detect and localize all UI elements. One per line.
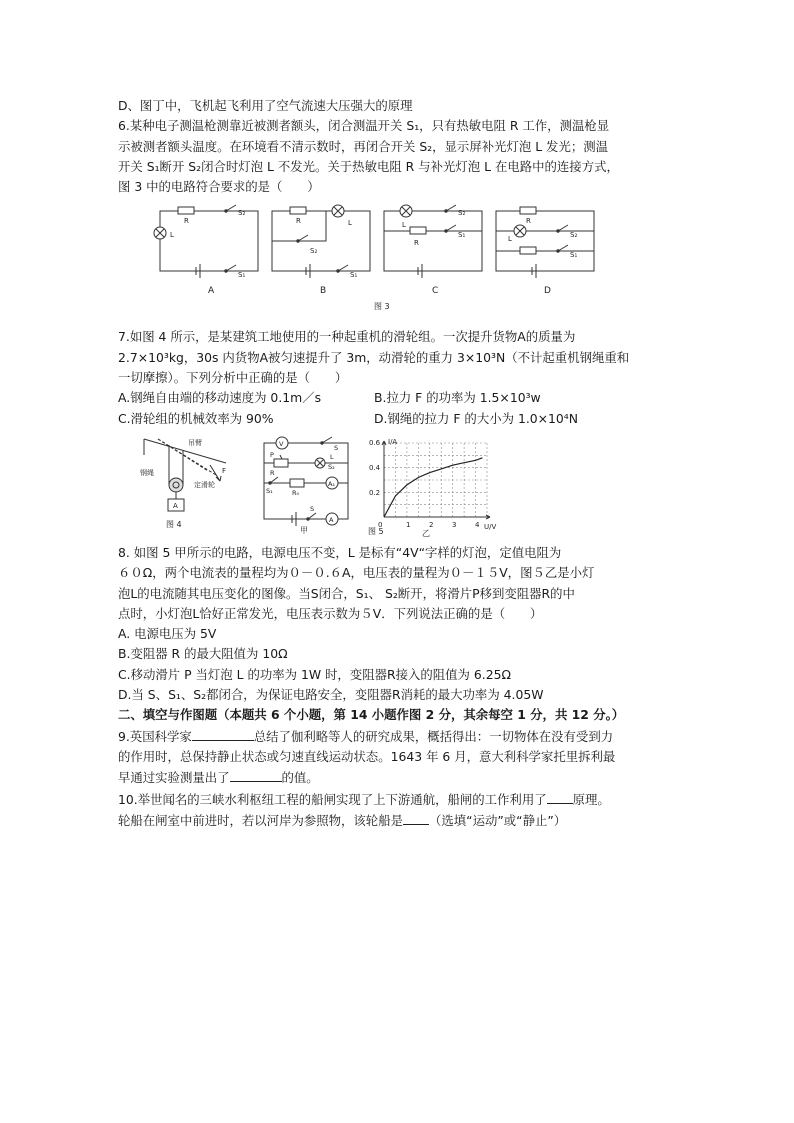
fig3-b-s2-label: S₂ bbox=[310, 247, 318, 256]
fig3-d-s1-label: S₁ bbox=[570, 251, 578, 260]
graph-yi-caption: 乙 bbox=[422, 528, 430, 538]
fig3-b-s1-label: S₁ bbox=[350, 271, 358, 280]
fig3-a-l-label: L bbox=[170, 231, 174, 240]
q7-options-row bbox=[118, 388, 678, 408]
figure-5-graph bbox=[366, 435, 506, 539]
fig4-pulley-label: 定滑轮 bbox=[194, 480, 215, 489]
fig5-voltmeter-label: V bbox=[279, 439, 284, 448]
exam-page bbox=[118, 96, 678, 831]
fig5-caption: 图 5 bbox=[368, 526, 384, 536]
figure-3 bbox=[118, 201, 678, 315]
fig5-s1-label: S₁ bbox=[266, 486, 273, 495]
fig3-b-l-label: L bbox=[348, 219, 352, 228]
q7-options-row bbox=[118, 409, 678, 429]
fig3-c-r-label: R bbox=[414, 239, 419, 248]
q7-line: 2.7×10³kg，30s 内货物A被匀速提升了 3m，动滑轮的重力 3×10³N（不计起重机钢绳重和 bbox=[118, 349, 630, 365]
q8-line: ６０Ω，两个电流表的量程均为０－０.６A，电压表的量程为０－１５V，图５乙是小灯 bbox=[118, 565, 595, 581]
q8-line: 8. 如图 5 甲所示的电路，电源电压不变，L 是标有“4V“字样的灯泡，定值电阻为 bbox=[118, 544, 562, 560]
fig3-option-b: B bbox=[320, 286, 327, 297]
section-2-title: 二、填空与作图题（本题共 6 个小题，第 14 小题作图 2 分，其余每空 1 分，共 12 分。） bbox=[118, 707, 625, 723]
q10-line-1 bbox=[118, 789, 678, 810]
q7-line: 7.如图 4 所示，是某建筑工地使用的一种起重机的滑轮组。一次提升货物A的质量为 bbox=[118, 329, 576, 345]
fig5-a-label: A bbox=[329, 515, 334, 524]
q7-line: 一切摩擦）。下列分析中正确的是（ ） bbox=[118, 370, 348, 386]
fig3-caption: 图 3 bbox=[374, 302, 390, 312]
fig4-force-label: F bbox=[222, 466, 227, 475]
question-10 bbox=[118, 789, 678, 832]
q10-suffix: 原理。 bbox=[572, 791, 610, 807]
fig5-l-label: L bbox=[330, 452, 334, 461]
fig3-c-l-label: L bbox=[402, 221, 406, 230]
q10-blank-2[interactable] bbox=[403, 810, 429, 825]
graph-xtick-0: 0 bbox=[378, 520, 383, 529]
fig5-s-label: S bbox=[310, 504, 315, 513]
q8-line: 点时，小灯泡L恰好正常发光，电压表示数为５V．下列说法正确的是（ ） bbox=[118, 605, 543, 621]
q9-prefix-3: 早通过实验测量出了 bbox=[118, 770, 230, 786]
graph-xlabel: U/V bbox=[484, 522, 497, 531]
q8-option-d: D.当 S、S₁、S₂都闭合，为保证电路安全，变阻器R消耗的最大功率为 4.05W bbox=[118, 687, 544, 703]
q9-prefix: 9.英国科学家 bbox=[118, 728, 192, 744]
fig4-rope-label: 钢绳 bbox=[140, 468, 154, 477]
q9-blank-1[interactable] bbox=[192, 726, 254, 741]
question-9 bbox=[118, 726, 678, 789]
q9-line-1 bbox=[118, 726, 678, 747]
fig3-a-s1-label: S₁ bbox=[238, 271, 246, 280]
graph-ytick-3: 0.6 bbox=[369, 438, 381, 447]
question-8 bbox=[118, 543, 678, 705]
q7-option-d: D.钢绳的拉力 F 的大小为 1.0×10⁴N bbox=[374, 410, 579, 426]
q8-option-c: C.移动滑片 P 当灯泡 L 的功率为 1W 时，变阻器R接入的阻值为 6.25Ω bbox=[118, 666, 511, 682]
fig5-s-label-top: S bbox=[334, 443, 339, 452]
q8-option-b: B.变阻器 R 的最大阻值为 10Ω bbox=[118, 646, 288, 662]
q10-prefix: 10.举世闻名的三峡水利枢纽工程的船闸实现了上下游通航，船闸的工作利用了 bbox=[118, 791, 547, 807]
q10-line-2 bbox=[118, 810, 678, 831]
q9-blank-2[interactable] bbox=[230, 767, 282, 782]
fig3-c-s2-label: S₂ bbox=[458, 209, 466, 218]
fig3-option-c: C bbox=[432, 286, 439, 297]
current-voltage-curve bbox=[384, 458, 482, 517]
graph-xtick-3: 3 bbox=[452, 520, 457, 529]
q6-line: 6.某种电子测温枪测靠近被测者额头，闭合测温开关 S₁，只有热敏电阻 R 工作，测温枪显 bbox=[118, 118, 610, 134]
fig3-a-r-label: R bbox=[184, 217, 189, 226]
q10-prefix-2: 轮船在闸室中前进时，若以河岸为参照物，该轮船是 bbox=[118, 812, 403, 828]
q6-line: 开关 S₁断开 S₂闭合时灯泡 L 不发光。关于热敏电阻 R 与补光灯泡 L 在电路中的连接方式， bbox=[118, 158, 619, 174]
fig5-p-label: P bbox=[270, 450, 274, 459]
q7-option-a: A.钢绳自由端的移动速度为 0.1m／s bbox=[118, 390, 322, 406]
fig4-cargo-label: A bbox=[173, 501, 178, 510]
fig3-b-r-label: R bbox=[296, 217, 301, 226]
fig3-a-s2-label: S₂ bbox=[238, 209, 246, 218]
q9-line-2: 的作用时，总保持静止状态或匀速直线运动状态。1643 年 6 月，意大利科学家托里拆利最 bbox=[118, 748, 616, 764]
q6-line: 示被测者额头温度。在环境看不清示数时，再闭合开关 S₂，显示屏补光灯泡 L 发光；测温 bbox=[118, 138, 609, 154]
q7-option-c: C.滑轮组的机械效率为 90% bbox=[118, 410, 274, 426]
figures-4-5 bbox=[118, 435, 678, 541]
q9-suffix: 总结了伽利略等人的研究成果，概括得出：一切物体在没有受到力 bbox=[253, 728, 614, 744]
fig5-jia-caption: 甲 bbox=[300, 525, 308, 535]
figure-5-circuit bbox=[258, 435, 354, 535]
fig5-s2-label: S₂ bbox=[328, 462, 335, 471]
fig4-boom-label: 吊臂 bbox=[188, 438, 202, 447]
q9-line-3 bbox=[118, 767, 678, 788]
fig3-option-a: A bbox=[208, 286, 215, 297]
fig5-r-label: R bbox=[270, 468, 275, 477]
q5-option-d: D、图丁中，飞机起飞利用了空气流速大压强大的原理 bbox=[118, 98, 413, 113]
fig5-r0-label: R₀ bbox=[292, 488, 300, 497]
q9-suffix-3: 的值。 bbox=[281, 770, 319, 786]
fig3-c-s1-label: S₁ bbox=[458, 231, 466, 240]
fig3-option-d: D bbox=[544, 286, 551, 297]
figure-3-circuits bbox=[148, 201, 618, 315]
graph-ytick-2: 0.4 bbox=[369, 463, 381, 472]
q7-option-b: B.拉力 F 的功率为 1.5×10³w bbox=[374, 390, 541, 406]
q6-line: 图 3 中的电路符合要求的是（ ） bbox=[118, 179, 320, 195]
graph-xtick-2: 2 bbox=[429, 520, 434, 529]
graph-xtick-4: 4 bbox=[475, 520, 480, 529]
q8-line: 泡L的电流随其电压变化的图像。当S闭合，S₁、 S₂断开，将滑片P移到变阻器R的中 bbox=[118, 585, 575, 601]
question-7 bbox=[118, 327, 678, 428]
graph-ytick-1: 0.2 bbox=[369, 488, 381, 497]
figure-4-crane bbox=[136, 435, 236, 535]
q10-blank-1[interactable] bbox=[547, 789, 573, 804]
fig4-caption: 图 4 bbox=[166, 519, 182, 529]
fig3-d-s2-label: S₂ bbox=[570, 231, 578, 240]
question-6 bbox=[118, 116, 678, 197]
q10-suffix-2: （选填“运动”或“静止”） bbox=[428, 812, 567, 828]
graph-xtick-1: 1 bbox=[406, 520, 411, 529]
fig5-a1-label: A₁ bbox=[328, 479, 336, 488]
fig3-d-l-label: L bbox=[508, 235, 512, 244]
graph-ylabel: I/A bbox=[388, 437, 398, 446]
q8-option-a: A. 电源电压为 5V bbox=[118, 626, 217, 642]
fig3-d-r-label: R bbox=[526, 217, 531, 226]
